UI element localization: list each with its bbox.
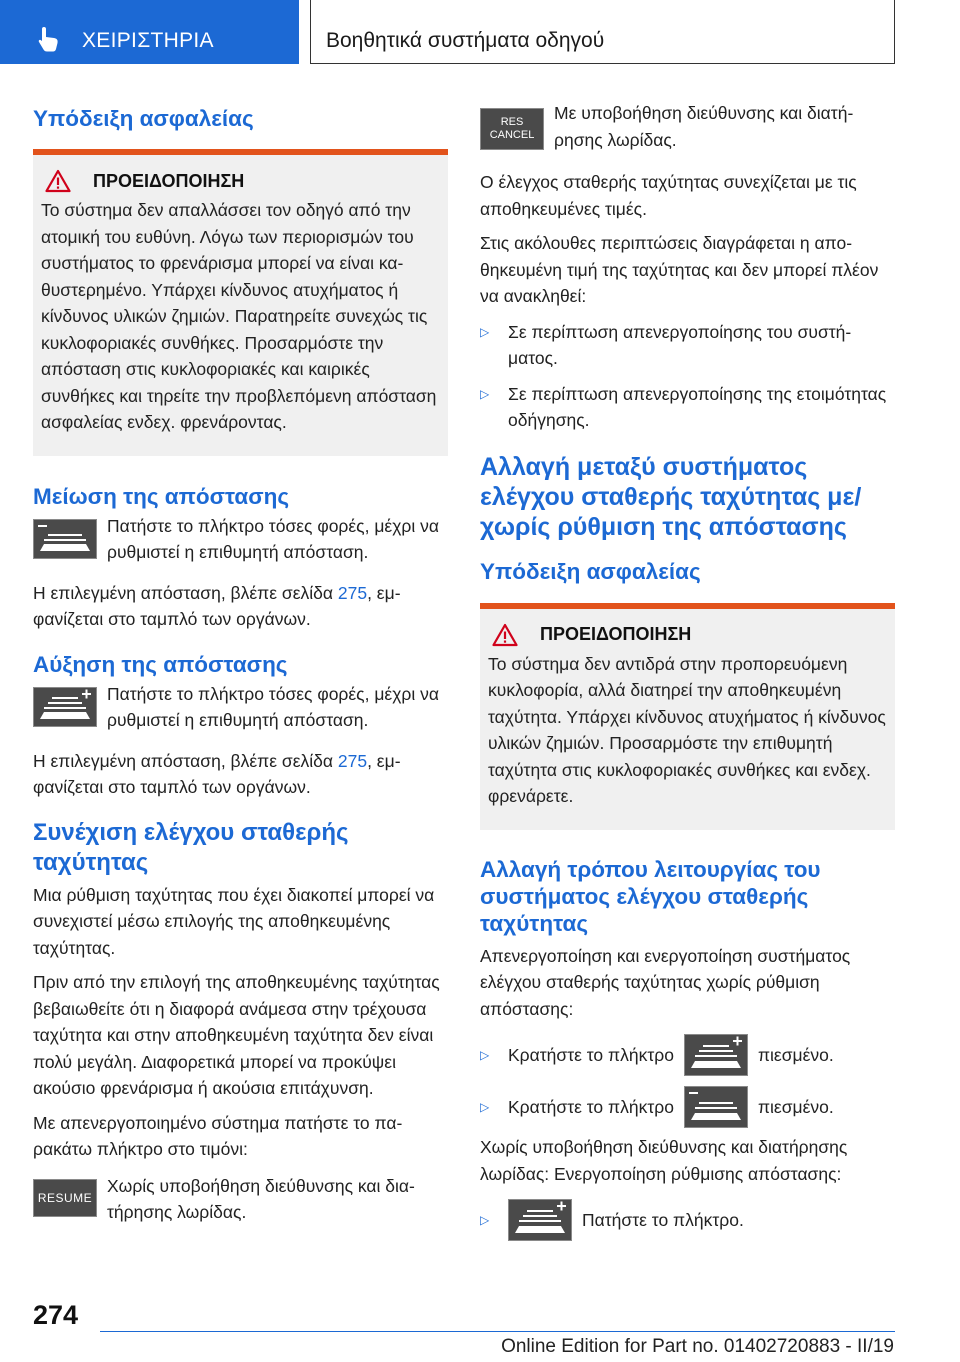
continue-paragraph-2: Πριν από την επιλογή της αποθηκευμένης ταχύτητας βεβαιωθείτε ότι η διαφορά ανάμεσα στην τρέχουσα ταχύτητα και στην αποθηκευμένη ταχύτητα δεν είναι πολύ μεγάλη. Διαφορετικά μπορεί να προκύψει ακούσιο φρενάρισμα ή ακούσια επιτάχυνση. [33, 972, 440, 1098]
right-column [480, 100, 895, 1241]
header-underline [310, 63, 895, 64]
page-link-275[interactable]: 275 [337, 750, 368, 771]
decrease-distance-text: Πατήστε το πλήκτρο τόσες φορές, μέχρι να ρυθμιστεί η επιθυμητή απόσταση. [107, 515, 439, 562]
resume-row [33, 1173, 448, 1226]
distance-decrease-icon [34, 520, 96, 558]
hand-pointer-icon [38, 26, 60, 52]
warning-text: Το σύστημα δεν απαλλάσσει τον οδηγό από την ατομική του ευθύνη. Λόγω των περιορισμών του συστήματος το φρενάρισμα μπορεί να είναι καθυστερημένο. Υπάρχει κίνδυνος ατυχήματος ή κίνδυνος υλικών ζημιών. Παρατηρείτε συνεχώς τις κυκλοφοριακές συνθήκες. Προσαρμόστε την απόσταση στις κυκλοφοριακές και καιρικές συνθήκες και τηρείτε την προβλεπόμενη απόσταση ασφαλείας ενδεχ. φρενάροντας. [41, 200, 437, 432]
header-divider [310, 0, 311, 64]
switch-mode-heading: Αλλαγή μεταξύ συστήματος ελέγχου σταθερής ταχύτητας με/χωρίς ρύθμιση της απόστασης [480, 452, 862, 541]
hold-text-pre: Κρατήστε το πλήκτρο [508, 1044, 674, 1065]
page-number: 274 [33, 1300, 79, 1330]
warning-title: ΠΡΟΕΙΔΟΠΟΙΗΣΗ [93, 170, 245, 191]
header-section-tab [0, 0, 299, 64]
mode-paragraph-1: Απενεργοποίηση και ενεργοποίηση συστήματος ελέγχου σταθερής ταχύτητας χωρίς ρύθμιση απόστασης: [480, 945, 851, 1019]
increase-distance-text: Πατήστε το πλήκτρο τόσες φορές, μέχρι να ρυθμιστεί η επιθυμητή απόσταση. [107, 683, 439, 730]
bullet-text: Σε περίπτωση απενεργοποίησης της ετοιμότητας οδήγησης. [508, 383, 887, 430]
note-text: , εμφανίζεται στο ταμπλό των οργάνων. [33, 582, 401, 629]
increase-distance-row [33, 681, 448, 734]
hold-text-post: πιεσμένο. [757, 1096, 834, 1117]
note-text: Η επιλεγμένη απόσταση, βλέπε σελίδα [33, 750, 338, 771]
left-column [33, 100, 448, 1226]
distance-decrease-button-image [33, 519, 97, 559]
press-text: Πατήστε το πλήκτρο. [582, 1209, 744, 1230]
distance-increase-icon [685, 1035, 747, 1075]
resume-button-image [33, 1179, 97, 1217]
note-text: Η επιλεγμένη απόσταση, βλέπε σελίδα [33, 582, 338, 603]
header-divider-right [894, 0, 895, 64]
res-cancel-label-1: RES [500, 116, 524, 128]
increase-distance-heading: Αύξηση της απόστασης [33, 651, 288, 677]
res-cancel-row [480, 100, 895, 153]
press-bullet [480, 1199, 895, 1241]
safety-heading-2: Υπόδειξη ασφαλείας [480, 558, 701, 584]
hold-text-post: πιεσμένο. [757, 1044, 834, 1065]
resume-button-label: RESUME [37, 1190, 93, 1205]
mode-change-heading: Αλλαγή τρόπου λειτουργίας του συστήματος ελέγχου σταθερής ταχύτητας [480, 856, 821, 936]
bullet-item [480, 381, 895, 434]
distance-increase-button-image [33, 687, 97, 727]
warning-triangle-icon [492, 623, 518, 647]
hold-text-pre: Κρατήστε το πλήκτρο [508, 1096, 674, 1117]
continues-paragraph: Ο έλεγχος σταθερής ταχύτητας συνεχίζεται με τις αποθηκευμένες τιμές. [480, 172, 857, 219]
note-text: , εμφανίζεται στο ταμπλό των οργάνων. [33, 750, 401, 797]
distance-increase-button-image [508, 1199, 572, 1241]
section-label: ΧΕΙΡΙΣΤΗΡΙΑ [82, 29, 214, 52]
chapter-title: Βοηθητικά συστήματα οδηγού [326, 29, 605, 52]
footer-rule [100, 1331, 895, 1332]
deleted-paragraph: Στις ακόλουθες περιπτώσεις διαγράφεται η αποθηκευμένη τιμή της ταχύτητας και δεν μπορεί πλέον να ανακληθεί: [480, 233, 879, 306]
distance-increase-icon [34, 688, 96, 726]
distance-decrease-icon [685, 1087, 747, 1127]
mode-paragraph-2: Χωρίς υποβοήθηση διεύθυνσης και διατήρησης λωρίδας: Ενεργοποίηση ρύθμισης απόστασης: [480, 1137, 848, 1184]
res-cancel-text: Με υποβοήθηση διεύθυνσης και διατήρησης λωρίδας. [554, 103, 854, 150]
continue-paragraph-1: Μια ρύθμιση ταχύτητας που έχει διακοπεί μπορεί να συνεχιστεί μέσω επιλογής της αποθηκευμένης ταχύτητας. [33, 884, 435, 958]
bullet-text: Σε περίπτωση απενεργοποίησης του συστήματος. [508, 321, 852, 368]
hold-bullet-2 [480, 1086, 895, 1128]
decrease-note [33, 580, 448, 633]
distance-increase-icon [509, 1200, 571, 1240]
bullet-triangle-icon: ▷ [480, 1047, 490, 1062]
res-cancel-label-2: CANCEL [489, 129, 535, 141]
bullet-item [480, 319, 895, 372]
safety-heading: Υπόδειξη ασφαλείας [33, 106, 254, 131]
distance-decrease-button-image [684, 1086, 748, 1128]
bullet-triangle-icon: ▷ [480, 1099, 490, 1114]
bullet-triangle-icon: ▷ [480, 324, 490, 339]
warning-triangle-icon [45, 169, 71, 193]
bullet-triangle-icon: ▷ [480, 1212, 490, 1227]
hold-bullet-1 [480, 1034, 895, 1076]
bullet-triangle-icon: ▷ [480, 386, 490, 401]
increase-note [33, 748, 448, 801]
footer-edition-text: Online Edition for Part no. 01402720883 - II/19 [501, 1336, 894, 1357]
warning-box [33, 155, 448, 456]
warning-box-2 [480, 609, 895, 830]
warning-title: ΠΡΟΕΙΔΟΠΟΙΗΣΗ [540, 624, 692, 644]
continue-paragraph-3: Με απενεργοποιημένο σύστημα πατήστε το παρακάτω πλήκτρο στο τιμόνι: [33, 1112, 403, 1159]
res-cancel-button-image [480, 108, 544, 150]
distance-increase-button-image [684, 1034, 748, 1076]
continue-cruise-heading: Συνέχιση ελέγχου σταθερής ταχύτητας [33, 818, 349, 876]
page-link-275[interactable]: 275 [337, 582, 368, 603]
resume-text: Χωρίς υποβοήθηση διεύθυνσης και διατήρησης λωρίδας. [107, 1175, 415, 1222]
warning-text: Το σύστημα δεν αντιδρά στην προπορευόμενη κυκλοφορία, αλλά διατηρεί την αποθηκευμένη ταχύτητα. Υπάρχει κίνδυνος ατυχήματος ή κίνδυνος υλικών ζημιών. Προσαρμόστε την επιθυμητή ταχύτητα στις κυκλοφοριακές συνθήκες και ενδεχ. φρενάρετε. [488, 653, 886, 806]
decrease-distance-heading: Μείωση της απόστασης [33, 483, 290, 509]
decrease-distance-row [33, 513, 448, 566]
